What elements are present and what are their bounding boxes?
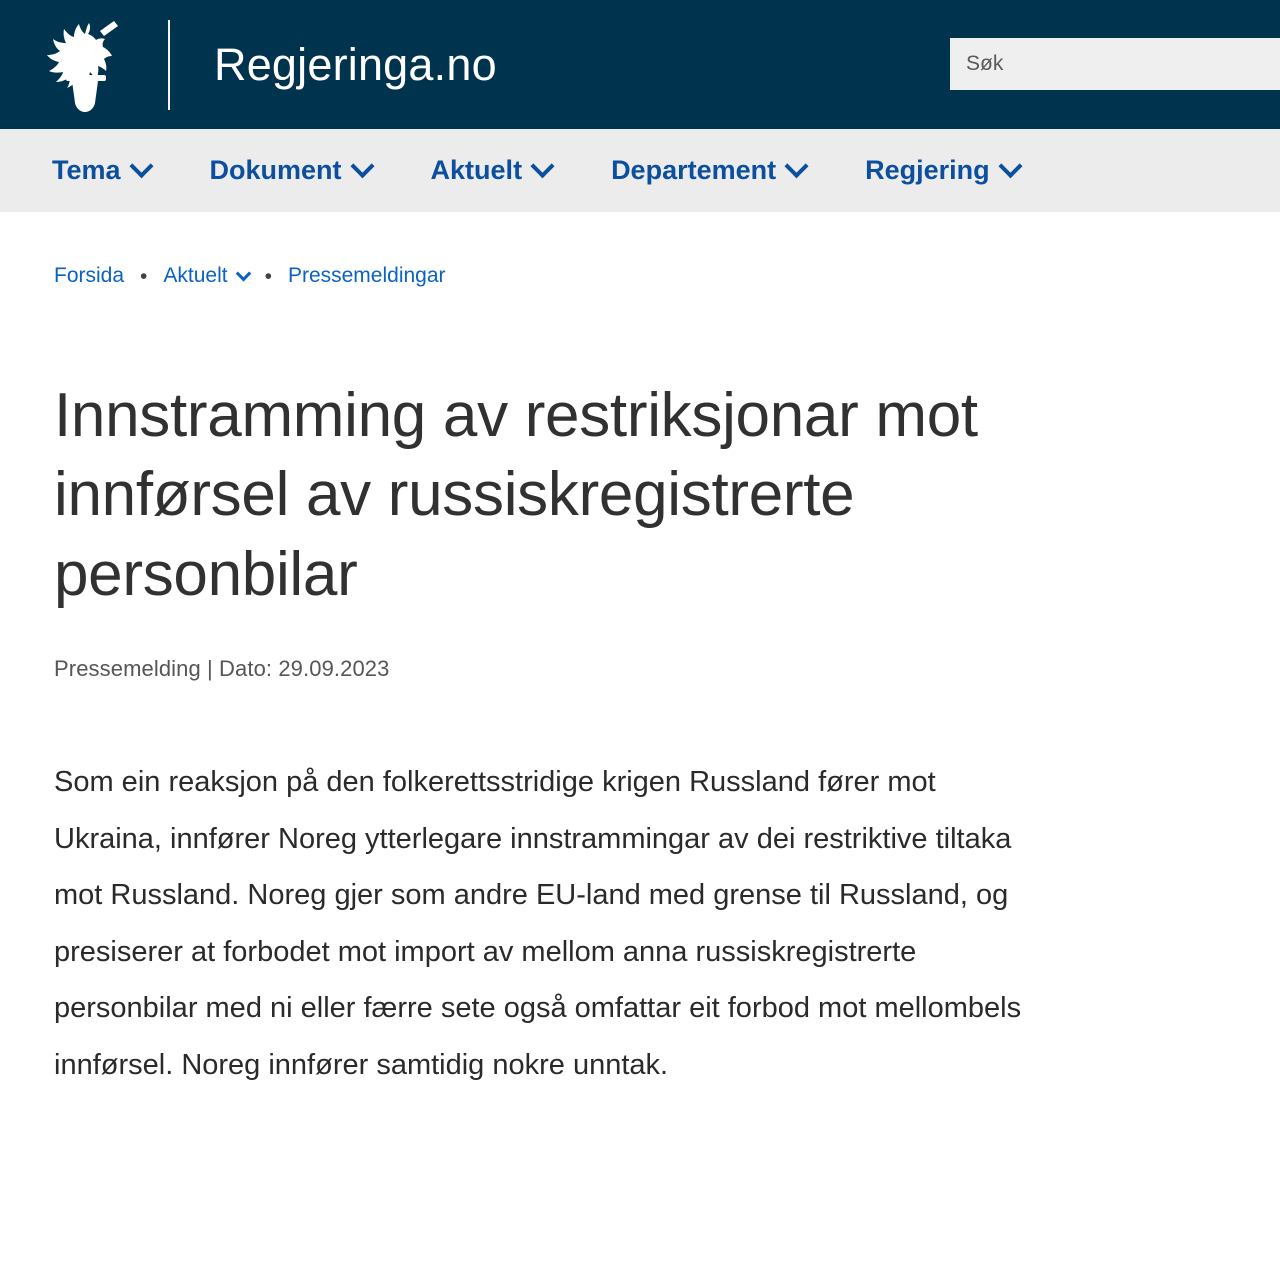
search-input[interactable] [950,38,1280,90]
chevron-down-icon [129,154,153,178]
nav-item-tema[interactable] [52,155,150,186]
site-title: Regjeringa.no [214,39,497,90]
logo-divider [168,20,170,110]
breadcrumb-separator: • [264,264,272,288]
site-logo[interactable] [0,17,497,113]
chevron-down-icon [785,154,809,178]
chevron-down-icon [998,154,1022,178]
nav-item-label: Departement [611,155,777,185]
main-navigation [0,129,1280,212]
breadcrumb [0,212,1280,288]
breadcrumb-label: Forsida [54,264,125,287]
norwegian-coat-of-arms-lion-icon [42,17,128,113]
breadcrumb-item-aktuelt[interactable] [163,264,248,288]
nav-item-regjering[interactable] [865,155,1019,186]
chevron-down-icon [350,154,374,178]
chevron-down-icon [531,154,555,178]
breadcrumb-label: Aktuelt [163,264,228,287]
breadcrumb-label: Pressemeldingar [287,264,446,287]
page-title: Innstramming av restriksjonar mot innførsel av russiskregistrerte personbilar [54,381,978,609]
breadcrumb-separator: • [140,264,148,288]
chevron-down-icon [235,265,251,281]
nav-item-label: Dokument [209,155,342,185]
breadcrumb-item-pressemeldingar[interactable] [288,264,446,288]
nav-item-dokument[interactable] [210,155,371,186]
nav-item-aktuelt[interactable] [431,155,552,186]
search-box[interactable] [950,38,1280,90]
article [0,376,1100,1093]
site-header [0,0,1280,129]
nav-item-label: Tema [52,155,121,185]
article-lead-paragraph: Som ein reaksjon på den folkerettsstridige krigen Russland fører mot Ukraina, innfører Noreg ytterlegare innstrammingar av dei restriktive tiltaka mot Russland. Noreg gjer som andre EU-land med grense til Russland, og presiserer at forbodet mot import av mellom anna russiskregistrerte personbilar med ni eller færre sete også omfattar eit forbod mot mellombels innførsel. Noreg innfører samtidig nokre unntak. [54,766,1022,1081]
article-meta: Pressemelding | Dato: 29.09.2023 [54,656,390,682]
nav-item-label: Aktuelt [430,155,523,185]
breadcrumb-item-forsida[interactable] [54,264,124,288]
nav-item-label: Regjering [865,155,990,185]
nav-item-departement[interactable] [611,155,805,186]
